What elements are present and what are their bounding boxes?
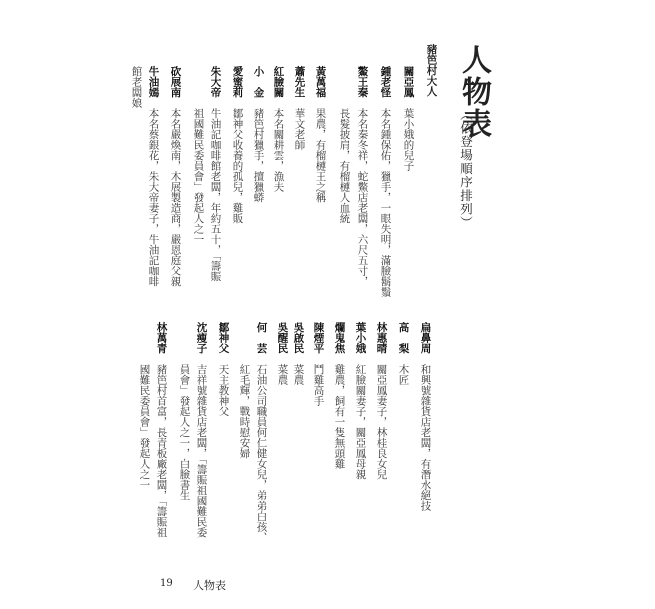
character-description: 館老闆娘 [130, 66, 143, 108]
character-description: 長髮披肩，有榴槤人血統 [338, 108, 351, 224]
character-name: 鄒神父 [217, 322, 230, 354]
page-subtitle: （依登場順序排列） [458, 108, 474, 230]
character-description: 菜農 [292, 364, 305, 385]
character-description: 本名蔡銀花，朱大帝妻子，牛油記咖啡 [147, 108, 160, 287]
character-name: 林惠晴 [375, 322, 388, 354]
character-description: 紅臉關妻子，關亞鳳母親 [354, 364, 367, 480]
character-name: 沈瘦子 [195, 322, 208, 354]
character-name: 關亞鳳 [402, 66, 415, 98]
page-title: 人物表 [456, 44, 491, 140]
character-name: 朱大帝 [209, 66, 222, 98]
character-name: 吳啟民 [292, 322, 305, 354]
character-name: 鍾老怪 [379, 66, 392, 98]
section-heading: 豬笆村大人 [425, 44, 438, 97]
running-title: 人物表 [193, 579, 226, 592]
character-description: 天主教神父 [217, 364, 230, 417]
character-description: 祖國難民委員會」發起人之一 [192, 108, 205, 245]
character-description: 牛油記咖啡館老闆，年約五十，「籌賑 [209, 108, 222, 282]
character-description: 鬥雞高手 [312, 364, 325, 406]
character-name: 高 梨 [397, 322, 410, 354]
character-name: 吳醒民 [276, 322, 289, 354]
character-name: 蕭先生 [293, 66, 306, 98]
character-description: 本名嚴煥南，木展製造商，嚴恩庭父親 [169, 108, 182, 287]
character-name: 紅臉關 [272, 66, 285, 98]
character-name: 砍展南 [169, 66, 182, 98]
character-description: 果農，有榴槤王之稱 [314, 108, 327, 203]
character-description: 豬笆村首富，長青板廠老闆，「籌賑祖 [155, 364, 168, 538]
character-description: 國難民委員會」發起人之一 [138, 364, 151, 490]
character-description: 葉小娥的兒子 [402, 108, 415, 171]
character-name: 扁鼻周 [419, 322, 432, 354]
character-description: 菜農 [276, 364, 289, 385]
character-name: 愛蜜莉 [231, 66, 244, 98]
character-name: 陳煙平 [312, 322, 325, 354]
character-name: 爛鬼焦 [333, 322, 346, 354]
character-description: 石油公司職員何仁健女兒，弟弟白孩、 [255, 364, 268, 543]
character-description: 和興號雜貨店老闆，有潛水絕技 [419, 364, 432, 511]
character-description: 華文老師 [293, 108, 306, 150]
character-name: 小 金 [252, 66, 265, 98]
character-description: 關亞鳳妻子，林桂良女兒 [375, 364, 388, 480]
character-name: 黃萬福 [314, 66, 327, 98]
character-description: 木匠 [397, 364, 410, 385]
page-number: 19 [160, 578, 173, 589]
character-name: 牛油嫣 [147, 66, 160, 98]
character-description: 員會」發起人之一，白臉書生 [178, 364, 191, 501]
character-description: 鄒神父收養的孤兒，雞販 [231, 108, 244, 224]
character-description: 吉祥號雜貨店老闆，「籌賑祖國難民委 [195, 364, 208, 538]
character-name: 何 芸 [255, 322, 268, 354]
character-name: 鰲王秦 [356, 66, 369, 98]
character-description: 本名關耕雲，漁夫 [272, 108, 285, 192]
character-description: 本名秦冬祥，蛇鱉店老闆，六尺五寸， [356, 108, 369, 287]
character-name: 葉小娥 [354, 322, 367, 354]
character-description: 雞農，飼有一隻無頭雞 [333, 364, 346, 469]
character-description: 紅毛輝，戰時慰安婦 [238, 364, 251, 459]
character-name: 林萬青 [155, 322, 168, 354]
character-description: 本名鍾保佑，獵手，一眼失明，滿臉鬍鬚 [379, 108, 392, 297]
character-description: 豬笆村獵手，擅獵蟒 [252, 108, 265, 203]
